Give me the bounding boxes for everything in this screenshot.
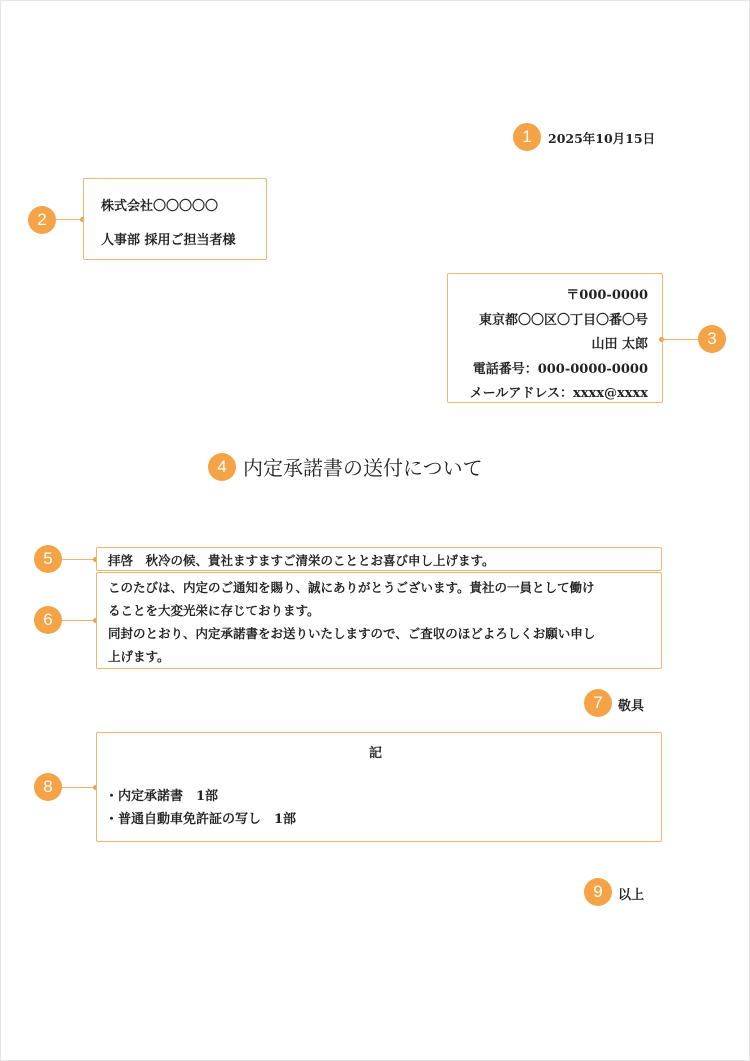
- body-line: 同封のとおり、内定承諾書をお送りいたしますので、ご査収のほどよろしくお願い申し: [108, 626, 596, 641]
- sender-phone: 電話番号：000-0000-0000: [472, 361, 648, 377]
- connector-line-8: [62, 787, 96, 788]
- recipient-box: [83, 178, 267, 260]
- connector-line-5: [62, 559, 96, 560]
- sender-block: [470, 284, 648, 407]
- body-line: 上げます。: [108, 649, 170, 664]
- recipient-department: 人事部 採用ご担当者様: [101, 233, 236, 248]
- enclosure-list: [105, 785, 296, 831]
- body-box: [96, 572, 662, 669]
- closing-phrase: 敬具: [618, 699, 645, 714]
- sender-email: メールアドレス：xxxx@xxxx: [469, 386, 648, 401]
- annotation-badge-3: 3: [698, 325, 726, 353]
- connector-line-2: [56, 219, 83, 220]
- opening-box: [96, 547, 662, 571]
- annotation-badge-4: 4: [208, 453, 236, 481]
- sender-box: [447, 273, 663, 403]
- annotation-badge-7: 7: [584, 689, 612, 717]
- enclosure-item: ・内定承諾書 1部: [105, 789, 219, 804]
- end-mark: 以上: [618, 888, 645, 903]
- enclosure-item: ・普通自動車免許証の写し 1部: [105, 812, 297, 827]
- annotation-badge-5: 5: [34, 545, 62, 573]
- enclosure-heading: 記: [369, 746, 383, 761]
- body-text: [108, 576, 595, 668]
- annotation-badge-8: 8: [34, 773, 62, 801]
- body-line: ることを大変光栄に存じております。: [108, 603, 320, 618]
- recipient-company: 株式会社〇〇〇〇〇: [101, 199, 219, 214]
- sender-postal: 〒000-0000: [566, 288, 648, 303]
- body-line: このたびは、内定のご通知を賜り、誠にありがとうございます。貴社の一員として働け: [108, 580, 595, 595]
- enclosure-box: [96, 732, 662, 842]
- annotation-badge-2: 2: [28, 206, 56, 234]
- connector-line-3: [661, 339, 698, 340]
- annotation-badge-1: 1: [513, 123, 541, 151]
- opening-greeting: 拝啓 秋冷の候、貴社ますますご清栄のこととお喜び申し上げます。: [108, 553, 495, 568]
- letter-date: 2025年10月15日: [548, 131, 656, 146]
- annotation-badge-6: 6: [34, 606, 62, 634]
- connector-line-6: [62, 620, 96, 621]
- sender-address: 東京都〇〇区〇丁目〇番〇号: [478, 312, 648, 328]
- letter-title: 内定承諾書の送付について: [243, 456, 483, 480]
- annotation-badge-9: 9: [584, 878, 612, 906]
- sender-name: 山田 太郎: [591, 337, 648, 352]
